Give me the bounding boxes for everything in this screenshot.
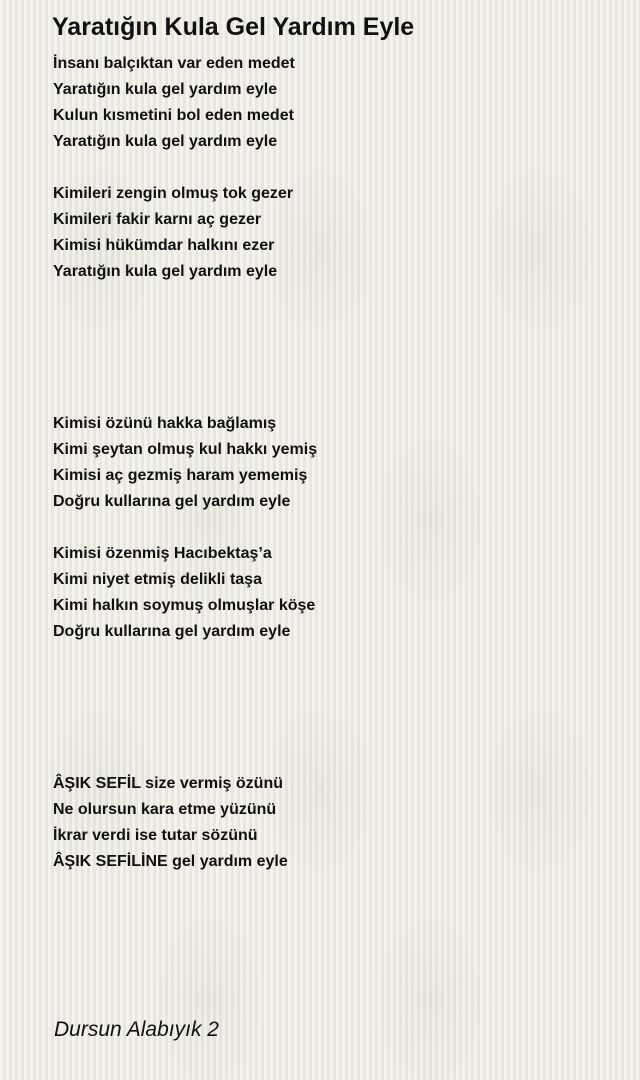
stanza-2 (53, 181, 293, 285)
poem-line: Ne olursun kara etme yüzünü (53, 801, 277, 818)
poem-line: Yaratığın kula gel yardım eyle (53, 263, 278, 280)
poem-line: Kimisi özünü hakka bağlamış (53, 415, 277, 432)
poem-line: Doğru kullarına gel yardım eyle (53, 623, 291, 640)
poem-line: Doğru kullarına gel yardım eyle (53, 493, 291, 510)
poem-line: Yaratığın kula gel yardım eyle (53, 133, 278, 150)
poem-line: Kimileri zengin olmuş tok gezer (53, 185, 294, 202)
stanza-1 (53, 51, 295, 155)
stanza-5 (53, 771, 288, 875)
poem-title: Yaratığın Kula Gel Yardım Eyle (52, 13, 415, 41)
poem-line: İnsanı balçıktan var eden medet (53, 55, 295, 72)
poem-line: ÂŞIK SEFİL size vermiş özünü (53, 775, 283, 792)
poem-author: Dursun Alabıyık 2 (54, 1018, 219, 1041)
stanza-3 (53, 411, 317, 515)
poem-line: Kimisi aç gezmiş haram yememiş (53, 467, 308, 484)
poem-line: Kimisi hükümdar halkını ezer (53, 237, 275, 254)
stanza-4 (53, 541, 315, 645)
poem-line: ÂŞIK SEFİLİNE gel yardım eyle (53, 853, 288, 870)
poem-line: İkrar verdi ise tutar sözünü (53, 827, 258, 844)
poem-line: Kimileri fakir karnı aç gezer (53, 211, 262, 228)
poem-line: Kimi şeytan olmuş kul hakkı yemiş (53, 441, 318, 458)
poem-line: Kimi halkın soymuş olmuşlar köşe (53, 597, 316, 614)
poem-line: Kulun kısmetini bol eden medet (53, 107, 294, 124)
poem-line: Kimi niyet etmiş delikli taşa (53, 571, 262, 588)
poem-line: Kimisi özenmiş Hacıbektaş’a (53, 545, 272, 562)
poem-line: Yaratığın kula gel yardım eyle (53, 81, 278, 98)
